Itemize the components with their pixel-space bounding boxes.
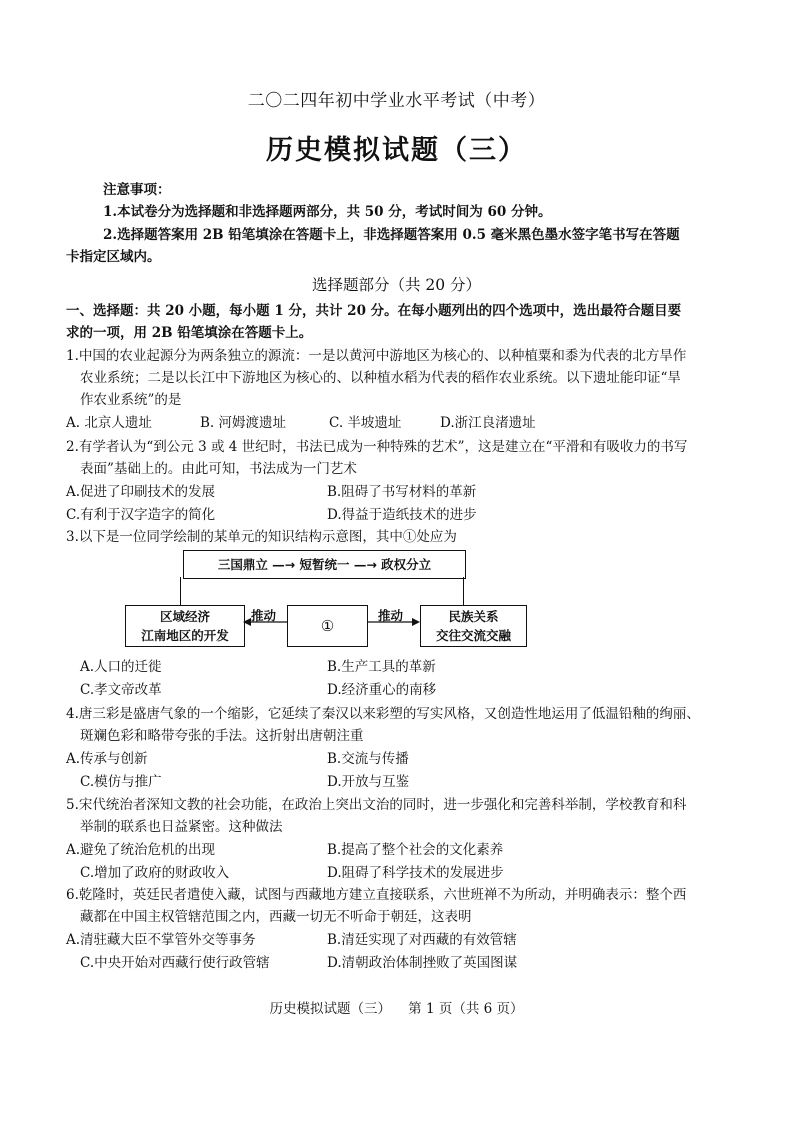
diagram-left-box: [125, 605, 245, 647]
question-6-option-d[interactable]: D.清朝政治体制挫败了英国图谋: [327, 955, 518, 971]
diagram-left-line-1: 区域经济: [159, 609, 210, 624]
diagram-top-box: [183, 550, 466, 579]
question-3-option-c[interactable]: C.孝文帝改革: [80, 682, 162, 698]
question-6-option-a[interactable]: A.清驻藏大臣不掌管外交等事务: [66, 932, 256, 948]
question-2-stem-line-2: 表面”基础上的。由此可知，书法成为一门艺术: [80, 461, 357, 477]
question-1-option-c[interactable]: C. 半坡遗址: [329, 415, 402, 431]
question-6-stem-line-2: 藏都在中国主权管辖范围之内，西藏一切无不听命于朝廷，这表明: [80, 909, 472, 925]
question-1-stem-line-3: 作农业系统”的是: [80, 392, 182, 408]
section-title: 选择题部分（共 20 分）: [311, 276, 482, 294]
diagram-arrow-left-label: 推动: [251, 608, 277, 623]
question-5-option-b[interactable]: B.提高了整个社会的文化素养: [327, 842, 504, 858]
diagram-connector-right: [463, 577, 464, 606]
arrow-right-icon: [367, 617, 421, 627]
diagram-center-text: ①: [320, 616, 335, 635]
question-1-option-d[interactable]: D.浙江良渚遗址: [440, 415, 536, 431]
question-2-option-b[interactable]: B.阻碍了书写材料的革新: [327, 484, 477, 500]
question-5-stem-line-1: 5.宋代统治者深知文教的社会功能，在政治上突出文治的同时，进一步强化和完善科举制，学校教育和科: [66, 797, 687, 813]
question-4-option-c[interactable]: C.模仿与推广: [80, 774, 162, 790]
diagram-right-line-1: 民族关系: [448, 609, 499, 624]
question-5-option-c[interactable]: C.增加了政府的财政收入: [80, 865, 230, 881]
question-2-stem-line-1: 2.有学者认为“到公元 3 或 4 世纪时，书法已成为一种特殊的艺术”，这是建立在“平滑和有吸收力的书写: [66, 439, 688, 455]
diagram-arrow-right-label: 推动: [378, 608, 404, 623]
question-6-stem-line-1: 6.乾隆时，英廷民者遣使入藏，试图与西藏地方建立直接联系，六世班禅不为所动，并明确表示：整个西: [66, 887, 687, 903]
question-4-option-b[interactable]: B.交流与传播: [327, 751, 409, 767]
paper-title: 历史模拟试题（三）: [266, 135, 527, 166]
diagram-right-box: [420, 605, 527, 647]
exam-name: 二〇二四年初中学业水平考试（中考）: [247, 91, 546, 111]
diagram-left-line-2: 江南地区的开发: [141, 628, 229, 643]
question-2-option-d[interactable]: D.得益于造纸技术的进步: [327, 507, 477, 523]
question-2-option-c[interactable]: C.有利于汉字造字的简化: [66, 507, 216, 523]
question-4-option-d[interactable]: D.开放与互鉴: [327, 774, 410, 790]
question-6-option-c[interactable]: C.中央开始对西藏行使行政管辖: [80, 955, 270, 971]
question-4-option-a[interactable]: A.传承与创新: [66, 751, 148, 767]
question-5-option-d[interactable]: D.阻碍了科学技术的发展进步: [327, 865, 504, 881]
diagram-top-text: 三国鼎立 —→ 短暂统一 —→ 政权分立: [217, 557, 432, 572]
notice-item-2-line-2: 卡指定区域内。: [66, 249, 161, 265]
question-1-stem-line-1: 1.中国的农业起源分为两条独立的源流：一是以黄河中游地区为核心的、以种植粟和黍为代表的北方旱作: [66, 348, 687, 364]
question-4-stem-line-1: 4.唐三彩是盛唐气象的一个缩影，它延续了秦汉以来彩塑的写实风格，又创造性地运用了低温铅釉的绚丽、: [66, 706, 700, 722]
question-5-option-a[interactable]: A.避免了统治危机的出现: [66, 842, 216, 858]
question-1-option-b[interactable]: B. 河姆渡遗址: [200, 415, 287, 431]
diagram-center-box: [287, 605, 368, 647]
page-footer: 历史模拟试题（三） 第 1 页（共 6 页）: [269, 1001, 524, 1017]
diagram-connector-left: [180, 577, 181, 606]
question-3-option-b[interactable]: B.生产工具的革新: [327, 659, 436, 675]
arrow-left-icon: [243, 617, 289, 627]
section-instruction-line-2: 求的一项，用 2B 铅笔填涂在答题卡上。: [66, 325, 313, 341]
section-instruction-line-1: 一、选择题：共 20 小题，每小题 1 分，共计 20 分。在每小题列出的四个选项中，选出最符合题目要: [66, 303, 682, 319]
question-6-option-b[interactable]: B.清廷实现了对西藏的有效管辖: [327, 932, 517, 948]
question-1-option-a[interactable]: A. 北京人遗址: [66, 415, 152, 431]
notice-item-2-line-1: 2.选择题答案用 2B 铅笔填涂在答题卡上，非选择题答案用 0.5 毫米黑色墨水签字笔书写在答题: [103, 227, 680, 243]
question-3-option-d[interactable]: D.经济重心的南移: [327, 682, 437, 698]
question-2-option-a[interactable]: A.促进了印刷技术的发展: [66, 484, 216, 500]
notice-heading: 注意事项：: [103, 182, 171, 198]
diagram-right-line-2: 交往交流交融: [435, 628, 511, 643]
question-5-stem-line-2: 举制的联系也日益紧密。这种做法: [80, 819, 283, 835]
question-3-stem: 3.以下是一位同学绘制的某单元的知识结构示意图，其中①处应为: [66, 529, 457, 545]
question-4-stem-line-2: 斑斓色彩和略带夸张的手法。这折射出唐朝注重: [80, 728, 364, 744]
notice-item-1: 1.本试卷分为选择题和非选择题两部分，共 50 分，考试时间为 60 分钟。: [103, 204, 552, 220]
question-3-option-a[interactable]: A.人口的迁徙: [80, 659, 162, 675]
question-1-stem-line-2: 农业系统；二是以长江中下游地区为核心的、以种植水稻为代表的稻作农业系统。以下遗址能印证“旱: [80, 370, 681, 386]
